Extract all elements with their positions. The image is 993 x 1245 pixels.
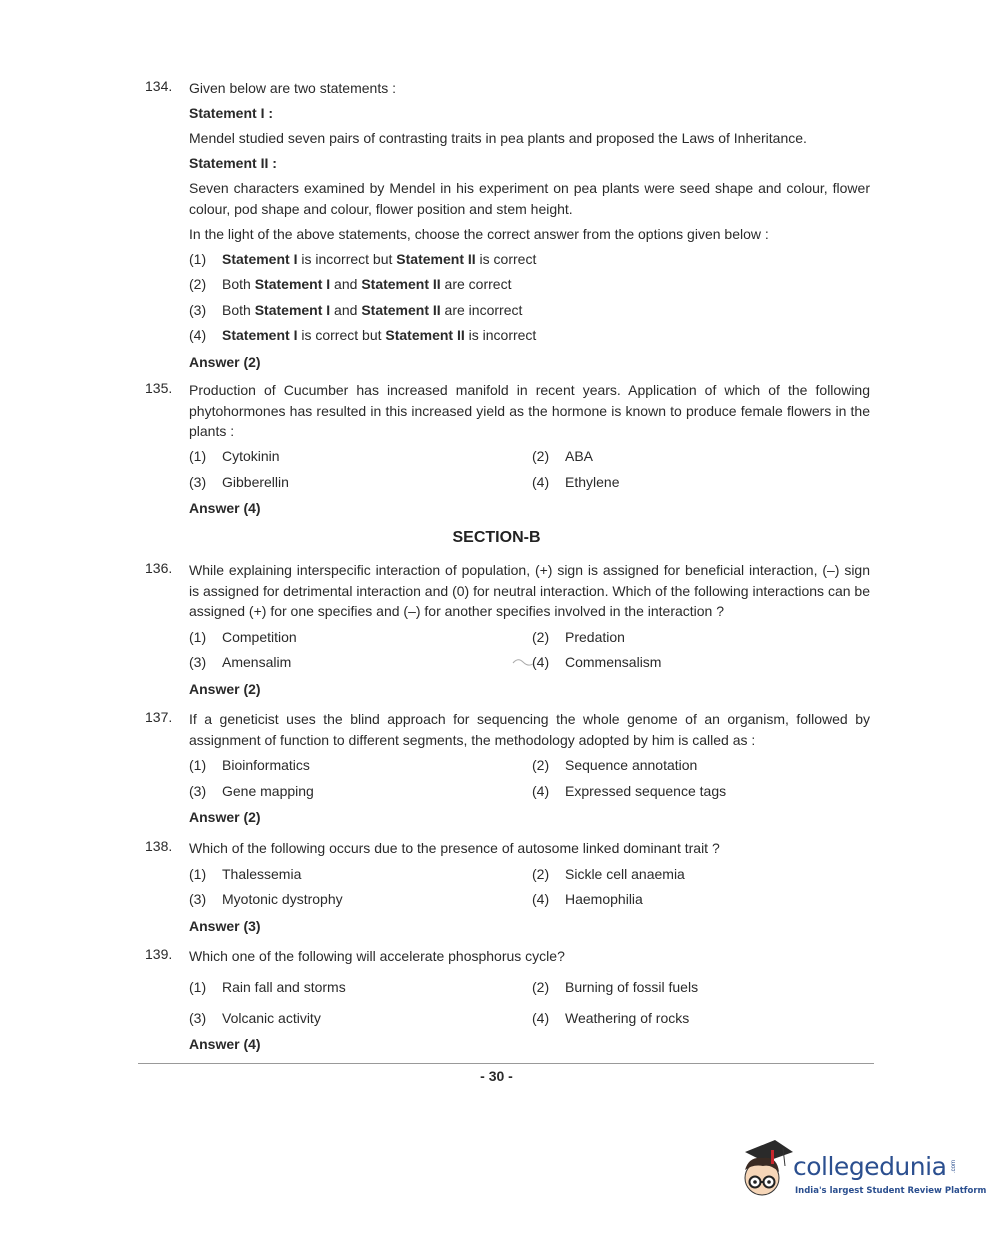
option-3: (3) Both Statement I and Statement II are incorrect (189, 301, 523, 318)
option-3: (3) Gene mapping (189, 782, 314, 799)
option-4: (4) Haemophilia (532, 891, 643, 907)
question-text: Which one of the following will accelerate phosphorus cycle? (189, 948, 565, 964)
option-4: (4) Weathering of rocks (532, 1009, 690, 1026)
page-number: - 30 - (480, 1068, 513, 1084)
question-137 (145, 709, 870, 828)
option-2: (2) ABA (532, 448, 594, 464)
brand-name: collegedunia (793, 1152, 947, 1181)
answer: Answer (4) (189, 500, 261, 516)
brand-dotcom: .com (951, 1160, 957, 1174)
question-138 (145, 838, 870, 936)
mascot-icon (735, 1138, 795, 1210)
option-2: (2) Sickle cell anaemia (532, 865, 685, 882)
statement-2-text: Seven characters examined by Mendel in his experiment on pea plants were seed shape and colour, flower colour, pod shape and colour, flower position and stem height. (189, 180, 870, 217)
question-text: Production of Cucumber has increased manifold in recent years. Application of which of the following phytohormones has resulted in this increased yield as the hormone is known to produce female flowers in the plants : (189, 382, 870, 439)
answer: Answer (2) (189, 809, 261, 825)
section-heading: SECTION-B (452, 529, 541, 546)
question-text: If a geneticist uses the blind approach for sequencing the whole genome of an organism, followed by assignment of function to different segments, the methodology adopted by him is called as : (189, 711, 870, 748)
statement-1-label: Statement I : (189, 105, 274, 121)
option-1: (1) Thalessemia (189, 865, 302, 882)
option-1: (1) Bioinformatics (189, 757, 310, 773)
pen-mark (512, 656, 534, 668)
question-135 (145, 380, 870, 519)
option-3: (3) Volcanic activity (189, 1009, 321, 1026)
answer: Answer (3) (189, 917, 261, 934)
collegedunia-logo[interactable] (735, 1138, 987, 1210)
statement-1-text: Mendel studied seven pairs of contrasting traits in pea plants and proposed the Laws of Inheritance. (189, 130, 807, 146)
question-number: 135. (145, 380, 173, 396)
question-number: 139. (145, 946, 173, 962)
question-instruction: In the light of the above statements, choose the correct answer from the options given below : (189, 225, 769, 242)
option-1: (1) Cytokinin (189, 448, 280, 464)
question-136 (145, 560, 870, 699)
option-4: (4) Commensalism (532, 654, 662, 670)
option-1: (1) Statement I is incorrect but Statement II is correct (189, 250, 537, 267)
answer: Answer (2) (189, 680, 261, 697)
question-text: Which of the following occurs due to the presence of autosome linked dominant trait ? (189, 840, 720, 856)
answer: Answer (2) (189, 353, 261, 370)
option-1: (1) Rain fall and storms (189, 978, 346, 995)
option-4: (4) Statement I is correct but Statement II is incorrect (189, 327, 537, 343)
option-2: (2) Sequence annotation (532, 757, 698, 773)
option-4: (4) Ethylene (532, 473, 620, 490)
question-134 (145, 78, 870, 372)
question-text: While explaining interspecific interaction of population, (+) sign is assigned for beneficial interaction, (–) sign is assigned for detrimental interaction and (0) for neutral interaction. Which of the following interactions can be assigned (+) for one specifies and (–) for another specifies involved in the interaction ? (189, 562, 870, 619)
statement-2-label: Statement II : (189, 155, 277, 171)
option-2: (2) Predation (532, 628, 625, 645)
question-intro: Given below are two statements : (189, 80, 396, 96)
option-2: (2) Burning of fossil fuels (532, 978, 699, 995)
question-139 (145, 946, 870, 1055)
question-number: 136. (145, 560, 173, 576)
option-3: (3) Myotonic dystrophy (189, 891, 343, 907)
question-number: 137. (145, 709, 173, 725)
footer-divider (138, 1063, 874, 1064)
question-number: 138. (145, 838, 173, 854)
answer: Answer (4) (189, 1036, 261, 1052)
option-4: (4) Expressed sequence tags (532, 782, 727, 799)
question-number: 134. (145, 78, 173, 94)
option-1: (1) Competition (189, 628, 297, 645)
option-2: (2) Both Statement I and Statement II are correct (189, 276, 512, 292)
option-3: (3) Gibberellin (189, 473, 289, 490)
brand-tagline: India's largest Student Review Platform (795, 1186, 987, 1196)
option-3: (3) Amensalim (189, 654, 292, 670)
